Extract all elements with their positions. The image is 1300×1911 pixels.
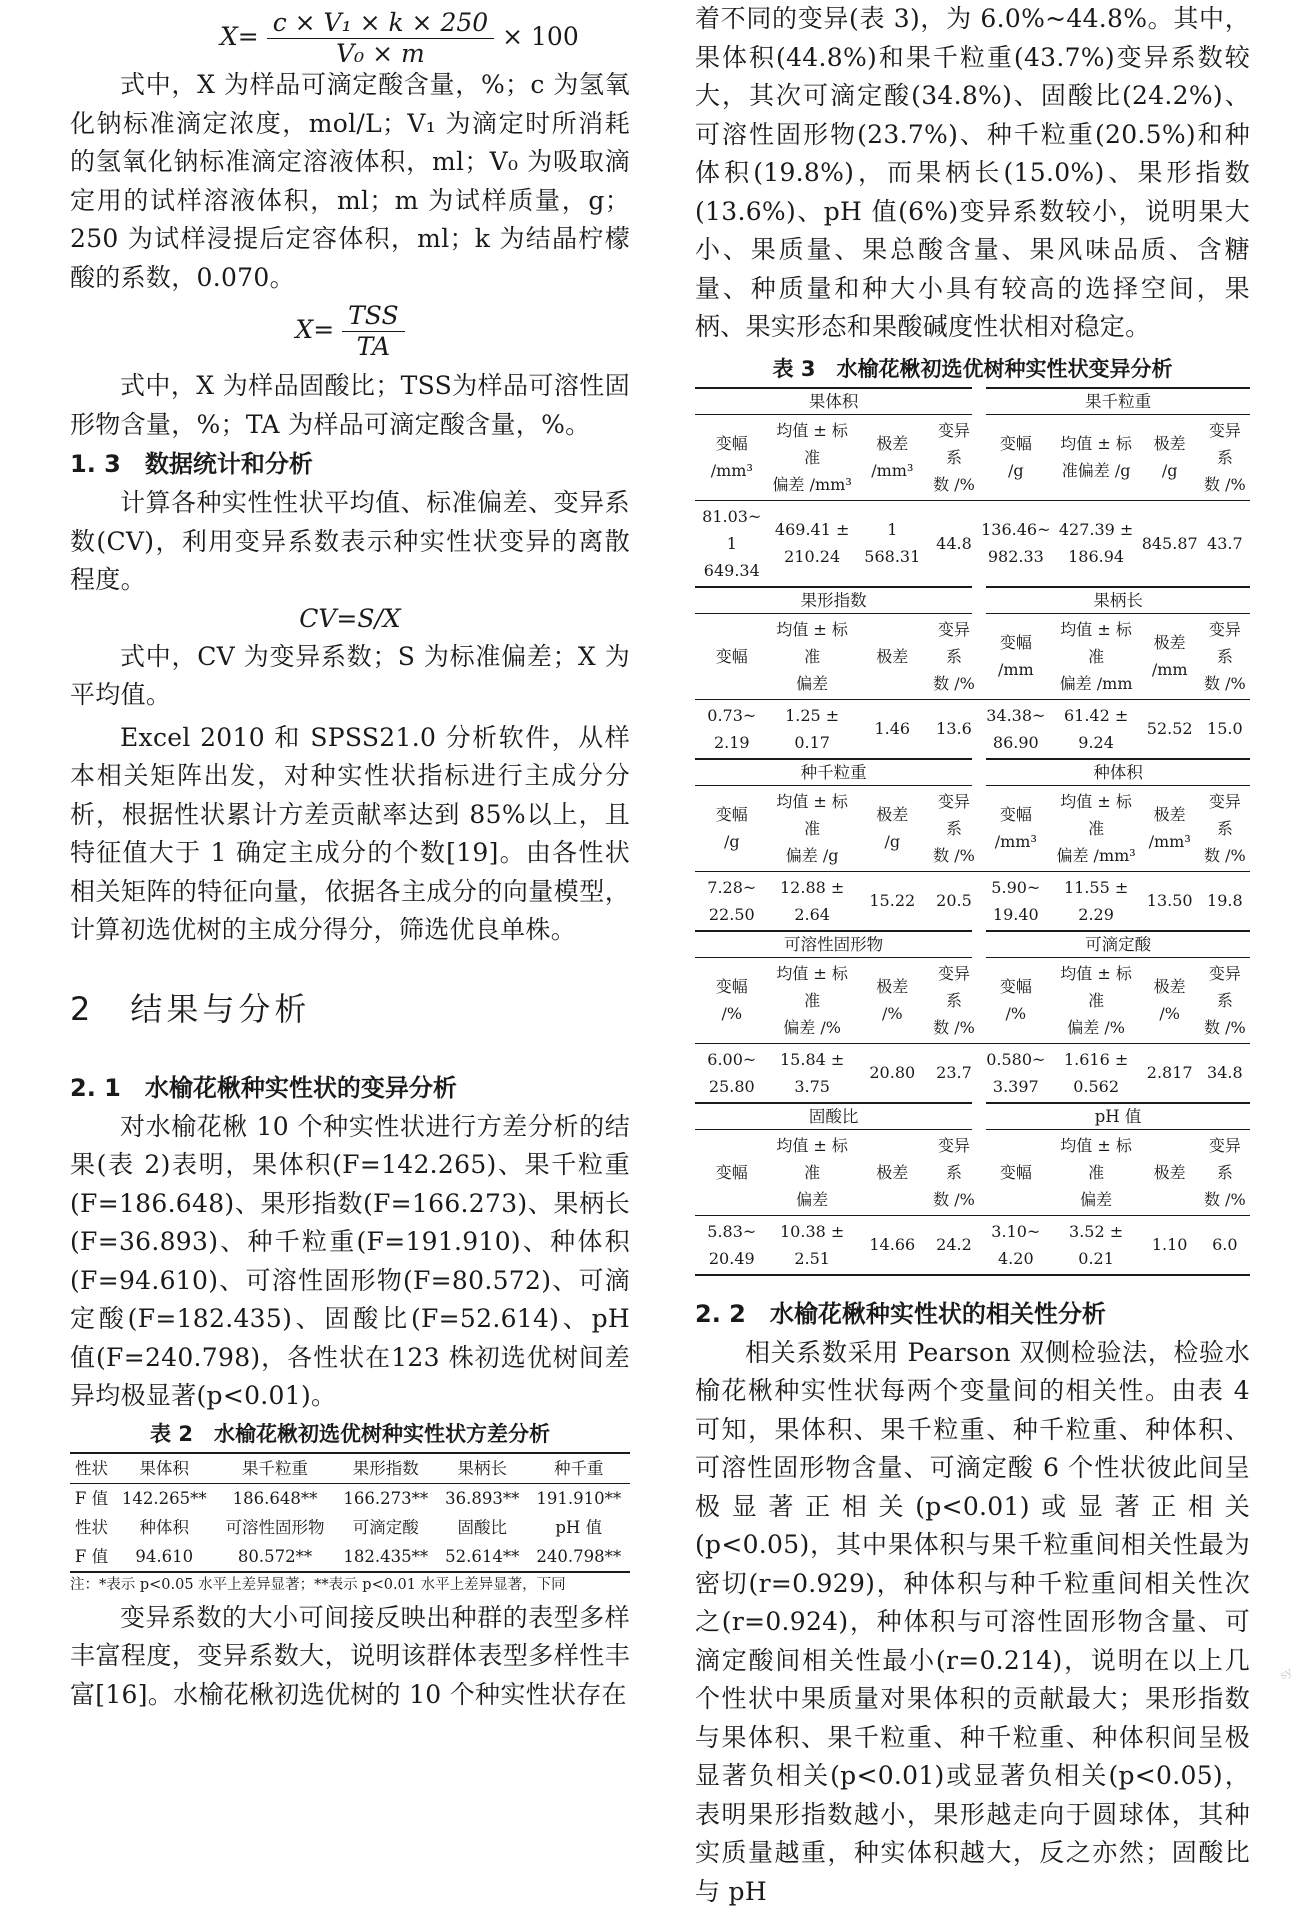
cell-line: 偏差 /%: [1055, 1014, 1138, 1041]
table-header-cell: [1053, 414, 1140, 500]
table-cell: [929, 1215, 979, 1275]
formula-fraction: $\frac{\text{TSS}}{TA}$: [342, 301, 405, 362]
cell-line: 偏差 /mm³: [771, 471, 854, 498]
table-header-cell: [1140, 613, 1200, 699]
table-group-title-row: [695, 1103, 1250, 1130]
table-header-cell: [1053, 613, 1140, 699]
paragraph: 式中，CV 为变异系数；S 为标准偏差；X 为平均值。: [70, 638, 630, 715]
cell-line: 2.64: [771, 901, 854, 928]
cell-line: 136.46~: [981, 516, 1050, 543]
table-cell: [695, 1043, 769, 1103]
table-cell: [1200, 871, 1250, 931]
cell-line: 偏差 /g: [771, 842, 854, 869]
cell-line: 数 /%: [1202, 471, 1248, 498]
table-cell: 性状: [70, 1453, 113, 1484]
paragraph: Excel 2010 和 SPSS21.0 分析软件，从样本相关矩阵出发，对种实性状指标进行主成分分析，根据性状累计方差贡献率达到 85%以上，且特征值大于 1 确定主成分的个数[19]。由各性状相关矩阵的特征向量，依据各主成分的向量模型，计算初选优树的主成分得分，筛选优良单株。: [70, 719, 630, 950]
table-cell: [1053, 1215, 1140, 1275]
table-caption: 表 2 水榆花楸初选优树种实性状方差分析: [70, 1416, 630, 1452]
table-cell: [695, 699, 769, 759]
table-header-cell: [695, 957, 769, 1043]
table-header-cell: [1053, 785, 1140, 871]
section-heading: 2. 1 水榆花楸种实性状的变异分析: [70, 1068, 630, 1108]
cell-line: 6.0: [1202, 1231, 1248, 1258]
table-header-cell: [929, 785, 979, 871]
cell-line: 186.94: [1055, 543, 1138, 570]
cell-line: /%: [981, 1000, 1050, 1027]
cell-line: 准偏差 /g: [1055, 457, 1138, 484]
table-cell: 94.610: [113, 1542, 216, 1572]
table-cell: [856, 500, 929, 587]
cell-line: 变幅: [697, 643, 767, 670]
cell-line: 变幅: [981, 973, 1050, 1000]
cell-line: 变异系: [931, 960, 977, 1014]
cell-line: 变异系: [1202, 417, 1248, 471]
formula-fraction: $\frac{\text{c × V₁ × k × 250}}{\text{V₀ × m}}$: [267, 8, 494, 69]
table-cell: [769, 699, 856, 759]
cell-line: 1.46: [858, 715, 927, 742]
table-group-title: 果体积: [695, 388, 979, 415]
cell-line: 9.24: [1055, 729, 1138, 756]
cell-line: 10.38 ±: [771, 1218, 854, 1245]
cell-line: 变异系: [1202, 960, 1248, 1014]
cell-line: 3.52 ±: [1055, 1218, 1138, 1245]
table-header-cell: [769, 785, 856, 871]
cell-line: /mm³: [697, 457, 767, 484]
table-cell: [695, 871, 769, 931]
cell-line: 20.80: [858, 1059, 927, 1086]
table-cell: 果柄长: [437, 1453, 527, 1484]
table-cell: [1053, 500, 1140, 587]
cell-line: 极差: [858, 1159, 927, 1186]
table-header-cell: [769, 957, 856, 1043]
cell-line: 极差: [1142, 801, 1198, 828]
cell-line: 12.88 ±: [771, 874, 854, 901]
cell-line: 15.22: [858, 887, 927, 914]
cell-line: /mm³: [981, 828, 1050, 855]
table-row: [70, 1542, 630, 1572]
cell-line: 均值 ± 标准: [771, 960, 854, 1014]
table-header-row: [695, 414, 1250, 500]
cell-line: 变异系: [1202, 1132, 1248, 1186]
table-cell: F 值: [70, 1483, 113, 1513]
cell-line: 1.25 ±: [771, 702, 854, 729]
table-caption: 表 3 水榆花楸初选优树种实性状变异分析: [695, 351, 1250, 387]
cell-line: 偏差 /mm³: [1055, 842, 1138, 869]
table-header-row: [695, 785, 1250, 871]
table-cell: [1140, 500, 1200, 587]
cell-line: 均值 ± 标准: [1055, 1132, 1138, 1186]
table-cell: 种千重: [527, 1453, 630, 1484]
cell-line: 数 /%: [1202, 670, 1248, 697]
table-cell: [929, 1043, 979, 1103]
table-cell: [1140, 699, 1200, 759]
table-row: [70, 1513, 630, 1542]
formula-solid-acid-ratio: X= $\frac{\text{TSS}}{TA}$: [70, 297, 630, 367]
table-header-cell: [979, 613, 1052, 699]
cell-line: /g: [858, 828, 927, 855]
cell-line: 13.50: [1142, 887, 1198, 914]
cell-line: /%: [858, 1000, 927, 1027]
table-header-cell: [856, 414, 929, 500]
table-cell: 166.273**: [335, 1483, 438, 1513]
cell-line: 极差: [1142, 973, 1198, 1000]
table-cell: [695, 1215, 769, 1275]
cell-line: 1 568.31: [858, 516, 927, 570]
table-group-title: 可溶性固形物: [695, 931, 979, 958]
table-cell: [1140, 871, 1200, 931]
cell-line: 变异系: [931, 788, 977, 842]
cell-line: 均值 ± 标准: [771, 616, 854, 670]
table-cell: [769, 500, 856, 587]
cell-line: 3.397: [981, 1073, 1050, 1100]
cell-line: 偏差 /%: [771, 1014, 854, 1041]
cell-line: 均值 ± 标准: [1055, 960, 1138, 1014]
cell-line: 变幅: [697, 1159, 767, 1186]
formula-cv: CV=S/X: [70, 600, 630, 638]
cell-line: /g: [1142, 457, 1198, 484]
table-cell: [979, 871, 1052, 931]
table-cell: [1200, 1043, 1250, 1103]
table-header-cell: [856, 613, 929, 699]
chapter-heading: 2 结果与分析: [70, 984, 630, 1034]
cell-line: /mm³: [1142, 828, 1198, 855]
cell-line: 210.24: [771, 543, 854, 570]
table-header-row: [695, 613, 1250, 699]
table-cell: [1200, 1215, 1250, 1275]
table-header-cell: [695, 414, 769, 500]
cell-line: 22.50: [697, 901, 767, 928]
cell-line: 均值 ± 标准: [1055, 788, 1138, 842]
cell-line: 7.28~: [697, 874, 767, 901]
table-row: [695, 1043, 1250, 1103]
cell-line: /g: [697, 828, 767, 855]
paragraph: 式中，X 为样品固酸比；TSS为样品可溶性固形物含量，%；TA 为样品可滴定酸含量，%。: [70, 367, 630, 444]
table-header-cell: [695, 613, 769, 699]
cell-line: 均值 ± 标准: [771, 417, 854, 471]
table-header-cell: [1140, 785, 1200, 871]
table-cell: [856, 1215, 929, 1275]
cell-line: 变幅: [981, 801, 1050, 828]
table-group-title-row: [695, 931, 1250, 958]
cell-line: 数 /%: [931, 471, 977, 498]
cell-line: 数 /%: [1202, 1186, 1248, 1213]
table-cell: 可滴定酸: [335, 1513, 438, 1542]
table-cell: 果形指数: [335, 1453, 438, 1484]
cell-line: 变幅: [981, 430, 1050, 457]
table-header-cell: [979, 957, 1052, 1043]
cell-line: /mm: [981, 656, 1050, 683]
cell-line: 1.10: [1142, 1231, 1198, 1258]
table-group-title: 果形指数: [695, 587, 979, 614]
cell-line: 982.33: [981, 543, 1050, 570]
cell-line: 极差: [1142, 1159, 1198, 1186]
cell-line: 变异系: [931, 616, 977, 670]
cell-line: 15.84 ±: [771, 1046, 854, 1073]
cell-line: /%: [1142, 1000, 1198, 1027]
table-header-cell: [856, 957, 929, 1043]
table-cell: F 值: [70, 1542, 113, 1572]
cell-line: 0.562: [1055, 1073, 1138, 1100]
cell-line: 14.66: [858, 1231, 927, 1258]
cell-line: 偏差: [771, 1186, 854, 1213]
table-cell: 191.910**: [527, 1483, 630, 1513]
cell-line: 变异系: [1202, 616, 1248, 670]
table-group-title: 可滴定酸: [979, 931, 1250, 958]
table-header-cell: [1140, 957, 1200, 1043]
cell-line: 2.29: [1055, 901, 1138, 928]
cell-line: 变异系: [1202, 788, 1248, 842]
cell-line: 变幅: [981, 1159, 1050, 1186]
cell-line: 2.19: [697, 729, 767, 756]
cell-line: 偏差 /mm: [1055, 670, 1138, 697]
table-header-cell: [856, 785, 929, 871]
cell-line: 极差: [1142, 629, 1198, 656]
table-header-cell: [769, 1129, 856, 1215]
cell-line: 19.8: [1202, 887, 1248, 914]
cell-line: 3.10~: [981, 1218, 1050, 1245]
table-group-title: 种千粒重: [695, 759, 979, 786]
table-cell: [695, 500, 769, 587]
cell-line: 极差: [1142, 430, 1198, 457]
table-header-cell: [929, 957, 979, 1043]
table-cell: 果千粒重: [216, 1453, 335, 1484]
table-cell: [929, 871, 979, 931]
cell-line: 3.75: [771, 1073, 854, 1100]
table-cell: [979, 1215, 1052, 1275]
cell-line: 81.03~: [697, 503, 767, 530]
cell-line: 极差: [858, 643, 927, 670]
table-header-cell: [769, 414, 856, 500]
table-cell: 182.435**: [335, 1542, 438, 1572]
cell-line: 34.8: [1202, 1059, 1248, 1086]
cell-line: 均值 ± 标准: [771, 1132, 854, 1186]
cell-line: 0.580~: [981, 1046, 1050, 1073]
cell-line: 0.21: [1055, 1245, 1138, 1272]
cell-line: 均值 ± 标准: [771, 788, 854, 842]
table-row: [695, 500, 1250, 587]
table-row: [70, 1483, 630, 1513]
cell-line: 43.7: [1202, 530, 1248, 557]
table-cell: 固酸比: [437, 1513, 527, 1542]
table-cell: 142.265**: [113, 1483, 216, 1513]
table-header-cell: [856, 1129, 929, 1215]
table-cell: [929, 699, 979, 759]
section-heading: 2. 2 水榆花楸种实性状的相关性分析: [695, 1294, 1250, 1334]
table-cell: 可溶性固形物: [216, 1513, 335, 1542]
table-cell: [856, 871, 929, 931]
table-cell: 种体积: [113, 1513, 216, 1542]
cell-line: /mm: [1142, 656, 1198, 683]
table-header-cell: [1200, 613, 1250, 699]
cell-line: 19.40: [981, 901, 1050, 928]
table-row: [695, 1215, 1250, 1275]
cell-line: 52.52: [1142, 715, 1198, 742]
section-heading: 1. 3 数据统计和分析: [70, 444, 630, 484]
left-column: [70, 0, 630, 1714]
table-cell: [1200, 699, 1250, 759]
table-header-cell: [769, 613, 856, 699]
cell-line: 23.7: [931, 1059, 977, 1086]
table-cell: [769, 1043, 856, 1103]
cell-line: 845.87: [1142, 530, 1198, 557]
cell-line: 偏差: [771, 670, 854, 697]
table-cell: pH 值: [527, 1513, 630, 1542]
table-cell: [1053, 1043, 1140, 1103]
table-3: [695, 387, 1250, 1276]
cell-line: 变幅: [697, 801, 767, 828]
cell-line: 数 /%: [1202, 842, 1248, 869]
table-cell: [1053, 871, 1140, 931]
table-header-cell: [695, 1129, 769, 1215]
cell-line: 0.73~: [697, 702, 767, 729]
table-header-cell: [979, 1129, 1052, 1215]
watermark: sy: [1278, 1665, 1295, 1682]
table-header-cell: [1053, 957, 1140, 1043]
table-cell: 36.893**: [437, 1483, 527, 1513]
cell-line: 2.817: [1142, 1059, 1198, 1086]
table-group-title: pH 值: [979, 1103, 1250, 1130]
cell-line: 427.39 ±: [1055, 516, 1138, 543]
table-header-cell: [1140, 414, 1200, 500]
table-header-cell: [1200, 785, 1250, 871]
cell-line: 数 /%: [931, 670, 977, 697]
cell-line: 5.90~: [981, 874, 1050, 901]
table-note: 注：*表示 p<0.05 水平上差异显著；**表示 p<0.01 水平上差异显著，下同: [70, 1573, 630, 1597]
table-cell: [769, 871, 856, 931]
paragraph: 着不同的变异(表 3)，为 6.0%~44.8%。其中，果体积(44.8%)和果千粒重(43.7%)变异系数较大，其次可滴定酸(34.8%)、固酸比(24.2%)、可溶性固形物(23.7%)、种千粒重(20.5%)和种体积(19.8%)，而果柄长(15.0%)、果形指数(13.6%)、pH 值(6%)变异系数较小，说明果大小、果质量、果总酸含量、果风味品质、含糖量、种质量和种大小具有较高的选择空间，果柄、果实形态和果酸碱度性状相对稳定。: [695, 0, 1250, 347]
cell-line: 极差: [858, 430, 927, 457]
table-header-cell: [979, 785, 1052, 871]
table-cell: 52.614**: [437, 1542, 527, 1572]
paragraph: 计算各种实性性状平均值、标准偏差、变异系数(CV)，利用变异系数表示种实性状变异的离散程度。: [70, 484, 630, 600]
table-header-cell: [1200, 1129, 1250, 1215]
cell-line: 数 /%: [1202, 1014, 1248, 1041]
table-group-title: 果千粒重: [979, 388, 1250, 415]
table-cell: [929, 500, 979, 587]
cell-line: 数 /%: [931, 1186, 977, 1213]
table-cell: [1053, 699, 1140, 759]
cell-line: 均值 ± 标: [1055, 430, 1138, 457]
cell-line: 469.41 ±: [771, 516, 854, 543]
cell-line: 2.51: [771, 1245, 854, 1272]
table-row: [695, 871, 1250, 931]
cell-line: 极差: [858, 973, 927, 1000]
table-cell: [979, 500, 1052, 587]
table-group-title: 种体积: [979, 759, 1250, 786]
table-row: [695, 699, 1250, 759]
table-cell: [856, 1043, 929, 1103]
cell-line: 34.38~: [981, 702, 1050, 729]
cell-line: 15.0: [1202, 715, 1248, 742]
table-header-cell: [929, 414, 979, 500]
table-cell: [769, 1215, 856, 1275]
cell-line: 极差: [858, 801, 927, 828]
table-header-cell: [929, 613, 979, 699]
table-cell: [1200, 500, 1250, 587]
table-cell: [979, 1043, 1052, 1103]
table-cell: [979, 699, 1052, 759]
cell-line: 44.8: [931, 530, 977, 557]
table-header-cell: [929, 1129, 979, 1215]
table-row: [70, 1453, 630, 1484]
table-header-cell: [695, 785, 769, 871]
table-2: [70, 1452, 630, 1573]
table-group-title-row: [695, 587, 1250, 614]
cell-line: /mm³: [858, 457, 927, 484]
table-group-title: 果柄长: [979, 587, 1250, 614]
cell-line: 变幅: [697, 430, 767, 457]
table-cell: 80.572**: [216, 1542, 335, 1572]
cell-line: 1.616 ±: [1055, 1046, 1138, 1073]
table-cell: [1140, 1215, 1200, 1275]
cell-line: 11.55 ±: [1055, 874, 1138, 901]
table-header-row: [695, 1129, 1250, 1215]
cell-line: 6.00~: [697, 1046, 767, 1073]
cell-line: 5.83~: [697, 1218, 767, 1245]
table-cell: 186.648**: [216, 1483, 335, 1513]
cell-line: 13.6: [931, 715, 977, 742]
cell-line: 20.5: [931, 887, 977, 914]
cell-line: 变幅: [697, 973, 767, 1000]
cell-line: 4.20: [981, 1245, 1050, 1272]
cell-line: 数 /%: [931, 842, 977, 869]
cell-line: 86.90: [981, 729, 1050, 756]
paragraph: 对水榆花楸 10 个种实性状进行方差分析的结果(表 2)表明，果体积(F=142.265)、果千粒重(F=186.648)、果形指数(F=166.273)、果柄长(F=36.893)、种千粒重(F=191.910)、种体积(F=94.610)、可溶性固形物(F=80.572)、可滴定酸(F=182.435)、固酸比(F=52.614)、pH 值(F=240.798)，各性状在123 株初选优树间差异均极显著(p<0.01)。: [70, 1108, 630, 1416]
cell-line: 均值 ± 标准: [1055, 616, 1138, 670]
paragraph: 变异系数的大小可间接反映出种群的表型多样丰富程度，变异系数大，说明该群体表型多样性丰富[16]。水榆花楸初选优树的 10 个种实性状存在: [70, 1599, 630, 1715]
cell-line: 61.42 ±: [1055, 702, 1138, 729]
table-header-cell: [1200, 414, 1250, 500]
cell-line: 偏差: [1055, 1186, 1138, 1213]
table-cell: [856, 699, 929, 759]
cell-line: 数 /%: [931, 1014, 977, 1041]
cell-line: /g: [981, 457, 1050, 484]
paragraph: 相关系数采用 Pearson 双侧检验法，检验水榆花楸种实性状每两个变量间的相关性。由表 4 可知，果体积、果千粒重、种千粒重、种体积、可溶性固形物含量、可滴定酸 6 个性状彼此间呈极显著正相关(p<0.01)或显著正相关(p<0.05)，其中果体积与果千粒重间相关性最为密切(r=0.929)，种体积与种千粒重间相关性次之(r=0.924)，种体积与可溶性固形物含量、可滴定酸间相关性最小(r=0.214)，说明在以上几个性状中果质量对果体积的贡献最大；果形指数与果体积、果千粒重、种千粒重、种体积间呈极显著负相关(p<0.01)或显著负相关(p<0.05)，表明果形指数越小，果形越走向于圆球体，其种实质量越重，种实体积越大，反之亦然；固酸比与 pH: [695, 1334, 1250, 1911]
table-header-cell: [1140, 1129, 1200, 1215]
table-group-title-row: [695, 388, 1250, 415]
cell-line: 24.2: [931, 1231, 977, 1258]
table-cell: [1140, 1043, 1200, 1103]
table-group-title-row: [695, 759, 1250, 786]
cell-line: 变幅: [981, 629, 1050, 656]
cell-line: /%: [697, 1000, 767, 1027]
cell-line: 0.17: [771, 729, 854, 756]
table-header-cell: [979, 414, 1052, 500]
cell-line: 变异系: [931, 417, 977, 471]
table-header-cell: [1200, 957, 1250, 1043]
cell-line: 变异系: [931, 1132, 977, 1186]
table-group-title: 固酸比: [695, 1103, 979, 1130]
table-header-row: [695, 957, 1250, 1043]
formula-titratable-acid: X= $\frac{\text{c × V₁ × k × 250}}{\text{V₀ × m}}$ × 100: [180, 8, 630, 66]
table-cell: 性状: [70, 1513, 113, 1542]
cell-line: 1 649.34: [697, 530, 767, 584]
cell-line: 20.49: [697, 1245, 767, 1272]
right-column: [695, 0, 1250, 1911]
paragraph: 式中，X 为样品可滴定酸含量，%；c 为氢氧化钠标准滴定浓度，mol/L；V₁ 为滴定时所消耗的氢氧化钠标准滴定溶液体积，ml；V₀ 为吸取滴定用的试样溶液体积，ml；m 为试样质量，g；250 为试样浸提后定容体积，ml；k 为结晶柠檬酸的系数，0.070。: [70, 66, 630, 297]
cell-line: 25.80: [697, 1073, 767, 1100]
table-cell: 果体积: [113, 1453, 216, 1484]
table-header-cell: [1053, 1129, 1140, 1215]
table-cell: 240.798**: [527, 1542, 630, 1572]
